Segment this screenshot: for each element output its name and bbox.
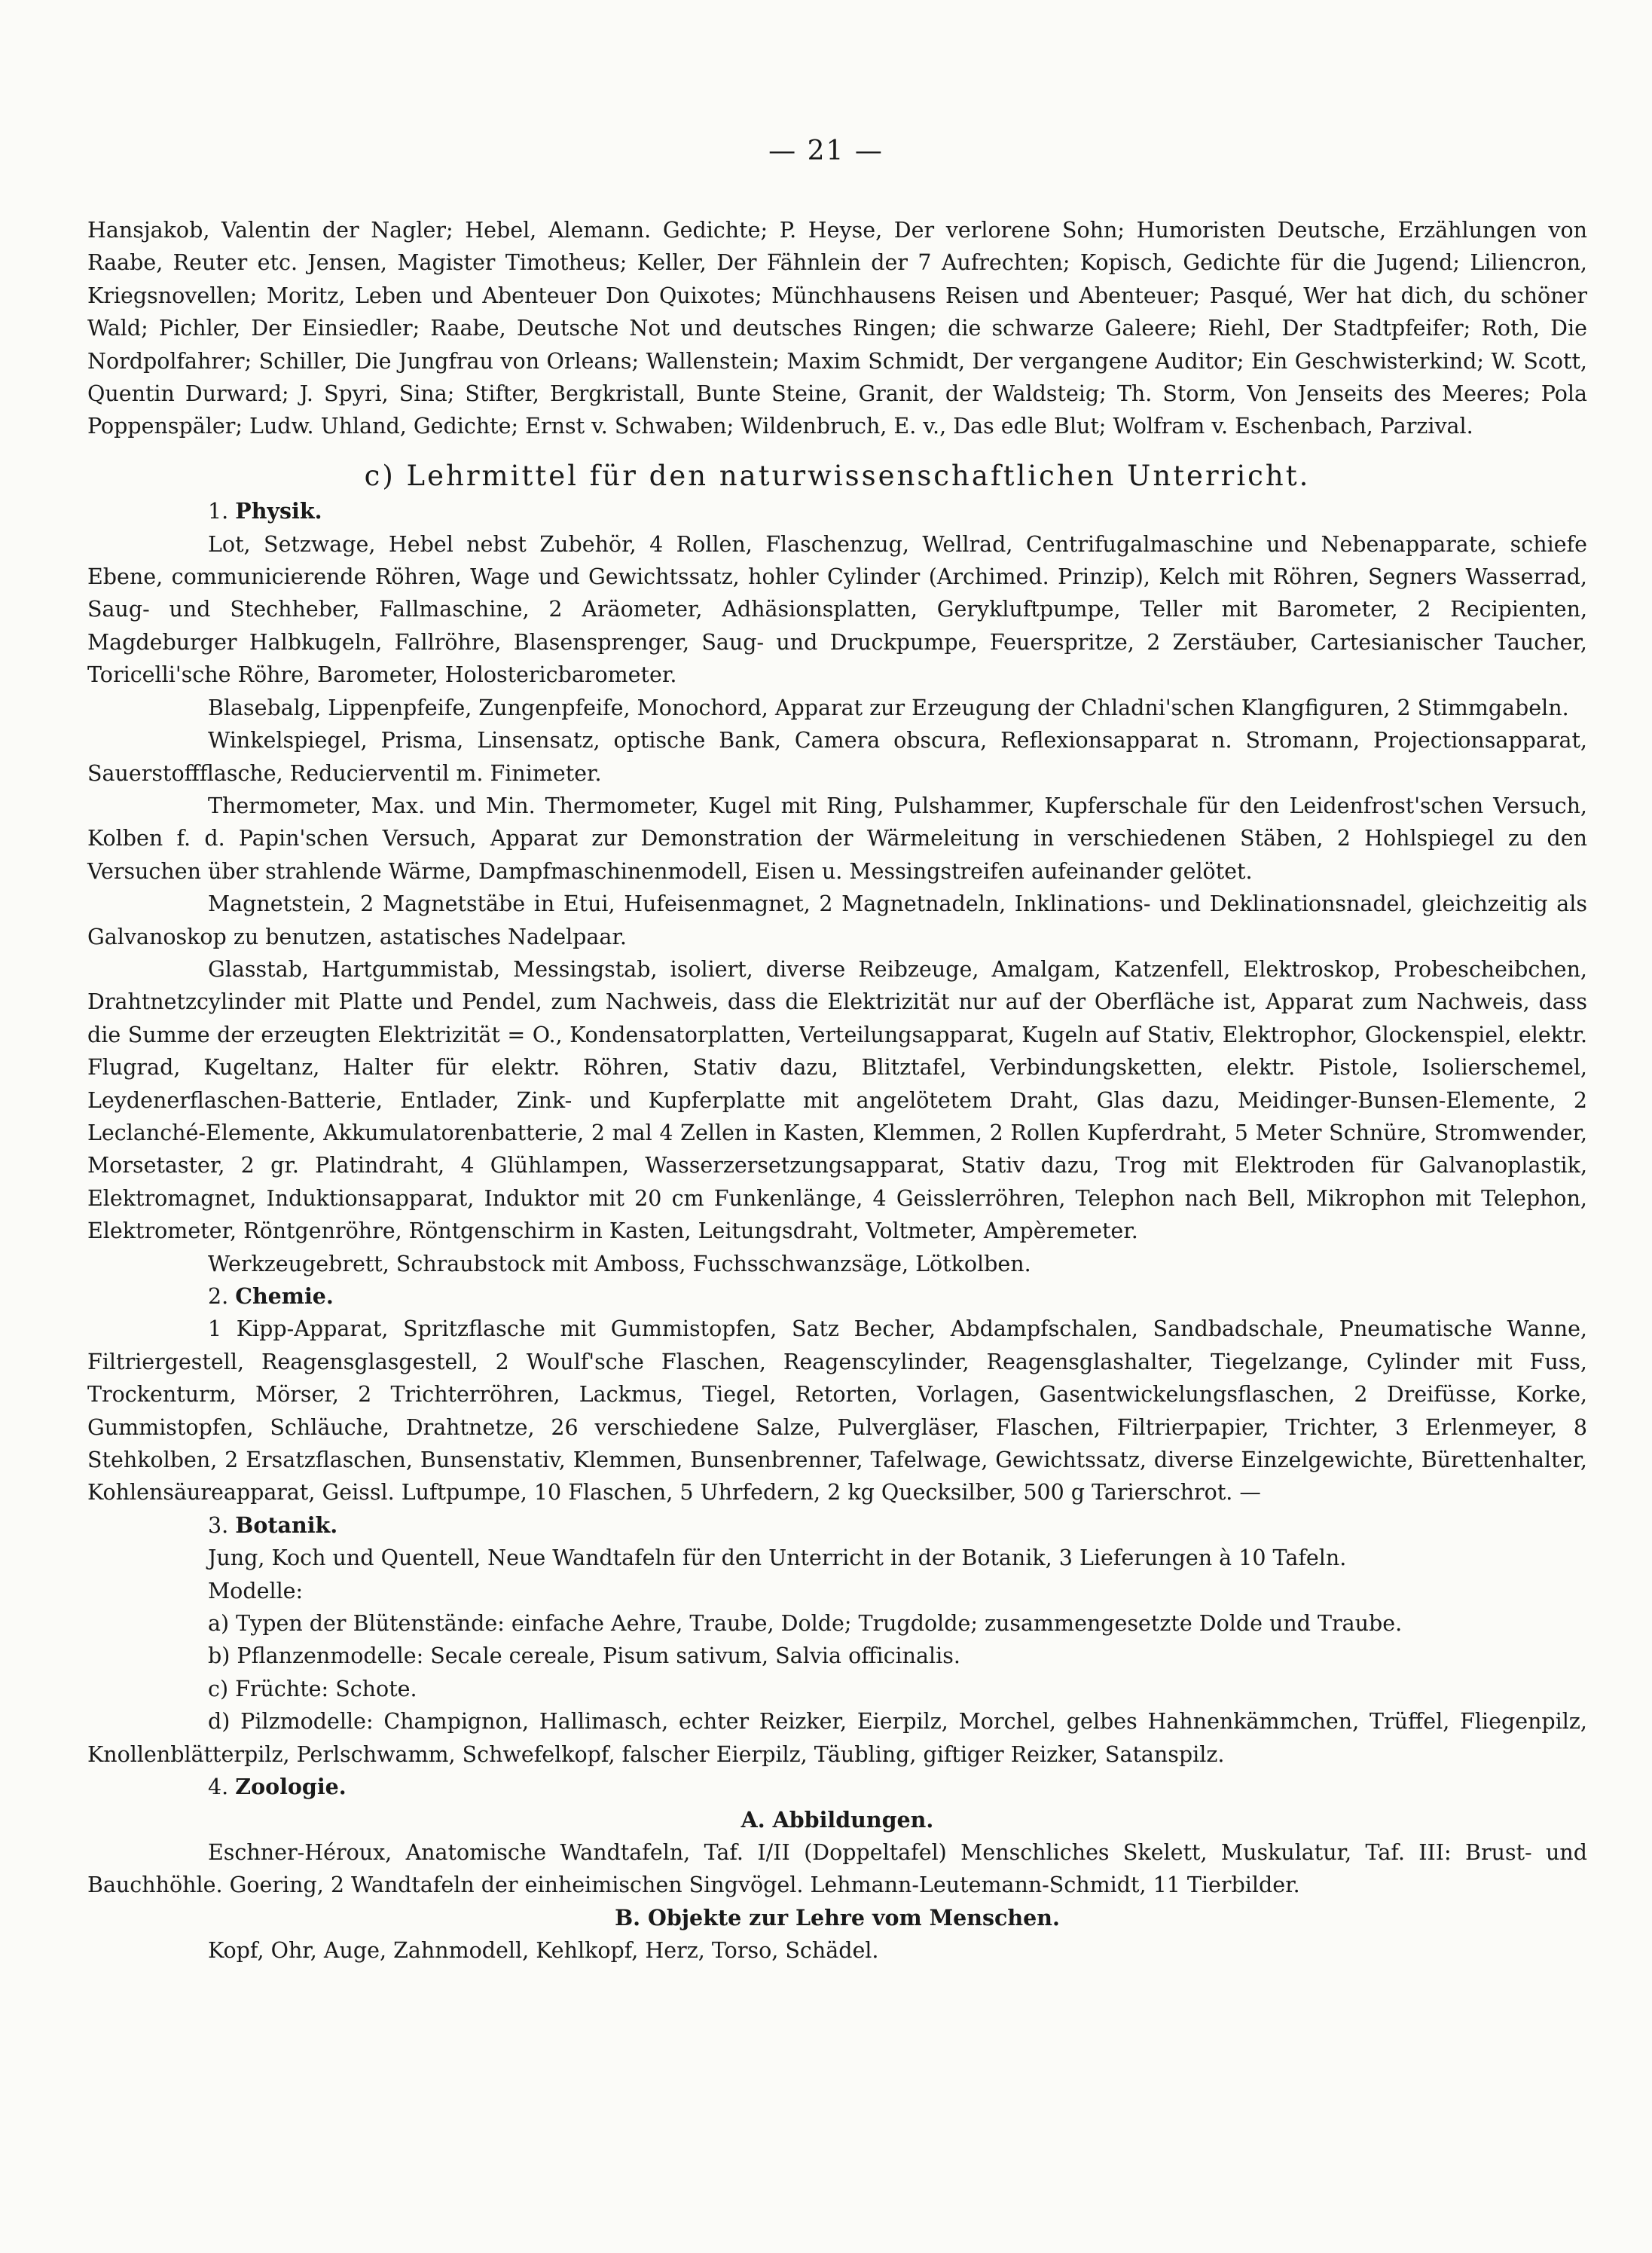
zoology-heading	[87, 1771, 1587, 1803]
physics-heading-num: 1.	[208, 499, 229, 524]
zoology-sub-a-text: Eschner-Héroux, Anatomische Wandtafeln, Taf. I/II (Doppeltafel) Menschliches Skelett, Muskulatur, Taf. III: Brust- und Bauchhöhle. Goering, 2 Wandtafeln der einheimischen Singvögel. Lehmann-Leutemann-Schmidt, 11 Tierbilder.	[87, 1839, 1587, 1898]
zoology-sub-a-title: A. Abbildungen.	[740, 1806, 934, 1833]
chemistry-heading-label: Chemie.	[235, 1283, 334, 1309]
physics-paragraph-6: Glasstab, Hartgummistab, Messingstab, isoliert, diverse Reibzeuge, Amalgam, Katzenfell, Elektroskop, Probescheibchen, Drahtnetzcylinder mit Platte und Pendel, zum Nachweis, dass die Elektrizität nur auf der Oberfläche ist, Apparat zum Nachweis, dass die Summe der erzeugten Elektrizität = O., Kondensatorplatten, Verteilungsapparat, Kugeln auf Stativ, Elektrophor, Glockenspiel, elektr. Flugrad, Kugeltanz, Halter für elektr. Röhren, Stativ dazu, Blitztafel, Verbindungsketten, elektr. Pistole, Isolierschemel, Leydenerflaschen-Batterie, Entlader, Zink- und Kupferplatte mit angelötetem Draht, Glas dazu, Meidinger-Bunsen-Elemente, 2 Leclanché-Elemente, Akkumulatorenbatterie, 2 mal 4 Zellen in Kasten, Klemmen, 2 Rollen Kupferdraht, 5 Meter Schnüre, Stromwender, Morsetaster, 2 gr. Platindraht, 4 Glühlampen, Wasserzersetzungsapparat, Stativ dazu, Trog mit Elektroden für Galvanoplastik, Elektromagnet, Induktionsapparat, Induktor mit 20 cm Funkenlänge, 4 Geisslerröhren, Telephon nach Bell, Mikrophon mit Telephon, Elektrometer, Röntgenröhre, Röntgenschirm in Kasten, Leitungsdraht, Voltmeter, Ampèremeter.	[87, 956, 1587, 1244]
zoology-sub-b-title: B. Objekte zur Lehre vom Menschen.	[615, 1904, 1060, 1930]
chemistry-heading-num: 2.	[208, 1284, 229, 1309]
physics-paragraph-5: Magnetstein, 2 Magnetstäbe in Etui, Hufeisenmagnet, 2 Magnetnadeln, Inklinations- und Deklinationsnadel, gleichzeitig als Galvanoskop zu benutzen, astatisches Nadelpaar.	[87, 891, 1587, 949]
physics-paragraph-1: Lot, Setzwage, Hebel nebst Zubehör, 4 Rollen, Flaschenzug, Wellrad, Centrifugalmaschine und Nebenapparate, schiefe Ebene, communicierende Röhren, Wage und Gewichtssatz, hohler Cylinder (Archimed. Prinzip), Kelch mit Röhren, Segners Wasserrad, Saug- und Stechheber, Fallmaschine, 2 Aräometer, Adhäsionsplatten, Gerykluftpumpe, Teller mit Barometer, 2 Recipienten, Magdeburger Halbkugeln, Fallröhre, Blasensprenger, Saug- und Druckpumpe, Feuerspritze, 2 Zerstäuber, Cartesianischer Taucher, Toricelli'sche Röhre, Barometer, Holostericbarometer.	[87, 531, 1587, 688]
chemistry-heading	[87, 1280, 1587, 1313]
botany-item-b: b) Pflanzenmodelle: Secale cereale, Pisum sativum, Salvia officinalis.	[208, 1643, 960, 1669]
physics-paragraph-7: Werkzeugebrett, Schraubstock mit Amboss, Fuchsschwanzsäge, Lötkolben.	[208, 1251, 1031, 1276]
chemistry-paragraph: 1 Kipp-Apparat, Spritzflasche mit Gummistopfen, Satz Becher, Abdampfschalen, Sandbadschale, Pneumatische Wanne, Filtriergestell, Reagensglasgestell, 2 Woulf'sche Flaschen, Reagenscylinder, Reagensglashalter, Tiegelzange, Cylinder mit Fuss, Trockenturm, Mörser, 2 Trichterröhren, Lackmus, Tiegel, Retorten, Vorlagen, Gasentwickelungsflaschen, 2 Dreifüsse, Korke, Gummistopfen, Schläuche, Drahtnetze, 26 verschiedene Salze, Pulvergläser, Flaschen, Filtrierpapier, Trichter, 3 Erlenmeyer, 8 Stehkolben, 2 Ersatzflaschen, Bunsenstativ, Klemmen, Bunsenbrenner, Tafelwage, Gewichtssatz, diverse Einzelgewichte, Bürettenhalter, Kohlensäureapparat, Geissl. Luftpumpe, 10 Flaschen, 5 Uhrfedern, 2 kg Quecksilber, 500 g Tarierschrot. —	[87, 1316, 1587, 1506]
section-title: c) Lehrmittel für den naturwissenschaftlichen Unterricht.	[364, 459, 1311, 492]
zoology-sub-b-text: Kopf, Ohr, Auge, Zahnmodell, Kehlkopf, Herz, Torso, Schädel.	[208, 1938, 879, 1964]
physics-paragraph-2: Blasebalg, Lippenpfeife, Zungenpfeife, Monochord, Apparat zur Erzeugung der Chladni'schen Klangfiguren, 2 Stimmgabeln.	[208, 695, 1569, 720]
botany-item-c: c) Früchte: Schote.	[208, 1676, 417, 1701]
physics-paragraph-3: Winkelspiegel, Prisma, Linsensatz, optische Bank, Camera obscura, Reflexionsapparat n. Stromann, Projectionsapparat, Sauerstoffflasche, Reducierventil m. Finimeter.	[87, 728, 1587, 786]
botany-item-d: d) Pilzmodelle: Champignon, Hallimasch, echter Reizker, Eierpilz, Morchel, gelbes Hahnenkämmchen, Trüffel, Fliegenpilz, Knollenblätterpilz, Perlschwamm, Schwefelkopf, falscher Eierpilz, Täubling, giftiger Reizker, Satanspilz.	[87, 1709, 1587, 1767]
botany-item-a: a) Typen der Blütenstände: einfache Aehre, Traube, Dolde; Trugdolde; zusammengesetzte Dolde und Traube.	[208, 1611, 1403, 1637]
botany-heading-label: Botanik.	[235, 1512, 338, 1538]
botany-heading-num: 3.	[208, 1512, 229, 1538]
zoology-heading-label: Zoologie.	[235, 1774, 347, 1800]
physics-heading	[87, 495, 1587, 527]
botany-heading	[87, 1509, 1587, 1542]
physics-paragraph-4: Thermometer, Max. und Min. Thermometer, Kugel mit Ring, Pulshammer, Kupferschale für den Leidenfrost'schen Versuch, Kolben f. d. Papin'schen Versuch, Apparat zur Demonstration der Wärmeleitung in verschiedenen Stäben, 2 Hohlspiegel zu den Versuchen über strahlende Wärme, Dampfmaschinenmodell, Eisen u. Messingstreifen aufeinander gelötet.	[87, 793, 1587, 884]
intro-paragraph: Hansjakob, Valentin der Nagler; Hebel, Alemann. Gedichte; P. Heyse, Der verlorene Sohn; Humoristen Deutsche, Erzählungen von Raabe, Reuter etc. Jensen, Magister Timotheus; Keller, Der Fähnlein der 7 Aufrechten; Kopisch, Gedichte für die Jugend; Liliencron, Kriegsnovellen; Moritz, Leben und Abenteuer Don Quixotes; Münchhausens Reisen und Abenteuer; Pasqué, Wer hat dich, du schöner Wald; Pichler, Der Einsiedler; Raabe, Deutsche Not und deutsches Ringen; die schwarze Galeere; Riehl, Der Stadtpfeifer; Roth, Die Nordpolfahrer; Schiller, Die Jungfrau von Orleans; Wallenstein; Maxim Schmidt, Der vergangene Auditor; Ein Geschwisterkind; W. Scott, Quentin Durward; J. Spyri, Sina; Stifter, Bergkristall, Bunte Steine, Granit, der Waldsteig; Th. Storm, Von Jenseits des Meeres; Pola Poppenspäler; Ludw. Uhland, Gedichte; Ernst v. Schwaben; Wildenbruch, E. v., Das edle Blut; Wolfram v. Eschenbach, Parzival.	[87, 218, 1587, 439]
botany-intro: Jung, Koch und Quentell, Neue Wandtafeln für den Unterricht in der Botanik, 3 Lieferungen à 10 Tafeln.	[208, 1545, 1347, 1571]
botany-models-label: Modelle:	[208, 1578, 304, 1603]
body-text	[87, 214, 1587, 1967]
physics-heading-label: Physik.	[235, 498, 322, 524]
zoology-heading-num: 4.	[208, 1775, 229, 1800]
page-number: — 21 —	[768, 136, 884, 167]
